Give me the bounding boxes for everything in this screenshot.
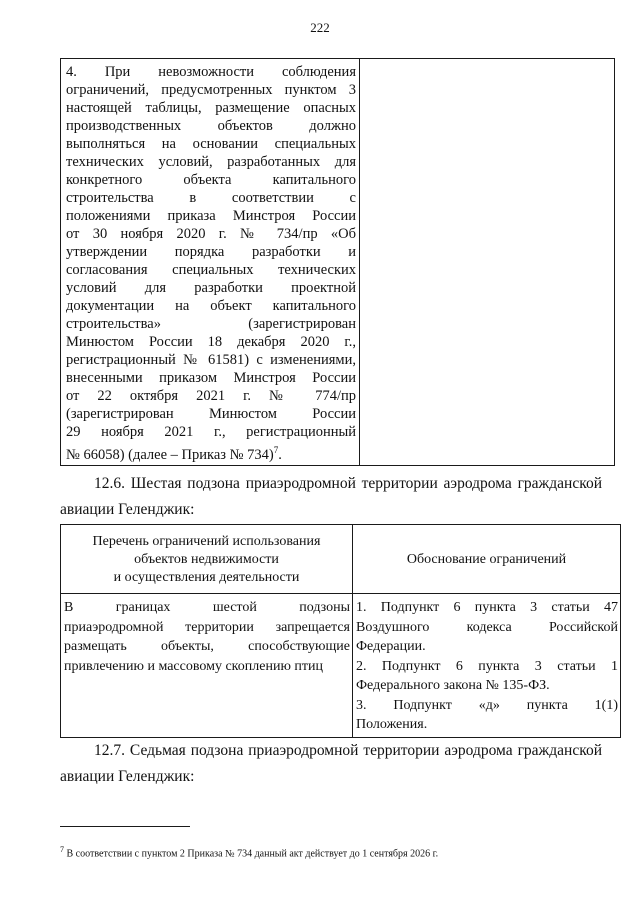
text-line: настоящей таблицы, размещение опасных bbox=[66, 100, 356, 116]
table-row bbox=[61, 59, 615, 466]
paragraph-12-6 bbox=[60, 471, 602, 523]
text-line: 4. При невозможности соблюдения bbox=[66, 64, 356, 80]
page-number: 222 bbox=[310, 20, 330, 35]
text-line: строительства» (зарегистрирован bbox=[66, 316, 356, 332]
footnote-separator bbox=[60, 826, 190, 827]
restriction-text bbox=[64, 598, 350, 676]
paragraph-line: 12.7. Седьмая подзона приаэродромной территории аэродрома гражданской bbox=[94, 742, 602, 759]
text-line: 29 ноября 2021 г., регистрационный bbox=[66, 424, 356, 440]
footnote-text: В соответствии с пунктом 2 Приказа № 734 данный акт действует до 1 сентября 2026 г. bbox=[66, 848, 439, 860]
header-restrictions-text bbox=[65, 533, 348, 587]
text-line: внесенными приказом Минстроя России bbox=[66, 370, 356, 386]
text-line-content: № 66058) (далее – Приказ № 734) bbox=[66, 446, 274, 463]
text-line: согласования специальных технических bbox=[66, 262, 356, 278]
text-line: производственных объектов должно bbox=[66, 118, 356, 134]
punctuation: . bbox=[278, 446, 282, 463]
text-line: ограничений, предусмотренных пунктом 3 bbox=[66, 82, 356, 98]
text-line: Федерации. bbox=[356, 639, 426, 654]
justification-text bbox=[356, 598, 618, 735]
text-line: утверждении порядка разработки и bbox=[66, 244, 356, 260]
text-line: выполняться на основании специальных bbox=[66, 136, 356, 152]
header-line: Перечень ограничений использования bbox=[92, 534, 321, 549]
sixth-subzone-table bbox=[60, 524, 621, 738]
text-line: условий для разработки проектной bbox=[66, 280, 356, 296]
header-justification: Обоснование ограничений bbox=[353, 525, 621, 594]
text-line: документации на объект капитального bbox=[66, 298, 356, 314]
restrictions-table-continued bbox=[60, 58, 615, 466]
paragraph-line: авиации Геленджик: bbox=[60, 501, 195, 518]
text-line: строительства в соответствии с bbox=[66, 190, 356, 206]
restriction-text bbox=[66, 63, 356, 464]
text-line: технических условий, разработанных для bbox=[66, 154, 356, 170]
header-line: и осуществления деятельности bbox=[113, 570, 300, 585]
text-line: 1. Подпункт 6 пункта 3 статьи 47 bbox=[356, 600, 618, 615]
footnote-marker: 7 bbox=[60, 845, 64, 854]
text-line: положениями приказа Минстроя России bbox=[66, 208, 356, 224]
footnote bbox=[60, 843, 600, 860]
text-line: конкретного объекта капитального bbox=[66, 172, 356, 188]
header-line: объектов недвижимости bbox=[134, 552, 279, 567]
text-line: 2. Подпункт 6 пункта 3 статьи 1 bbox=[356, 658, 618, 674]
text-line: от 30 ноября 2020 г. № 734/пр «Об bbox=[66, 226, 356, 242]
justification-cell bbox=[353, 594, 621, 738]
restriction-cell bbox=[61, 594, 353, 738]
text-line: В границах шестой подзоны bbox=[64, 600, 350, 615]
text-line bbox=[66, 441, 356, 464]
justification-cell bbox=[360, 59, 615, 466]
text-line: Положения. bbox=[356, 717, 428, 732]
header-restrictions bbox=[61, 525, 353, 594]
paragraph-line: авиации Геленджик: bbox=[60, 768, 195, 785]
paragraph-12-7 bbox=[60, 738, 602, 790]
footnote-reference: 7 bbox=[273, 445, 279, 455]
text-line: приаэродромной территории запрещается bbox=[64, 619, 350, 635]
text-line: 3. Подпункт «д» пункта 1(1) bbox=[356, 697, 618, 713]
text-line: регистрационный № 61581) с изменениями, bbox=[66, 352, 356, 368]
text-line: Воздушного кодекса Российской bbox=[356, 619, 618, 635]
table-row bbox=[61, 594, 621, 738]
text-line: от 22 октября 2021 г. № 774/пр bbox=[66, 388, 356, 404]
text-line: привлечению и массовому скоплению птиц bbox=[64, 658, 323, 674]
text-line: Федерального закона № 135-ФЗ. bbox=[356, 678, 550, 693]
text-line: Минюстом России 18 декабря 2020 г., bbox=[66, 334, 356, 350]
text-line: (зарегистрирован Минюстом России bbox=[66, 406, 356, 422]
table-header-row bbox=[61, 525, 621, 594]
text-line: размещать объекты, способствующие bbox=[64, 639, 350, 654]
paragraph-line: 12.6. Шестая подзона приаэродромной территории аэродрома гражданской bbox=[94, 475, 602, 492]
restriction-cell bbox=[61, 59, 360, 466]
